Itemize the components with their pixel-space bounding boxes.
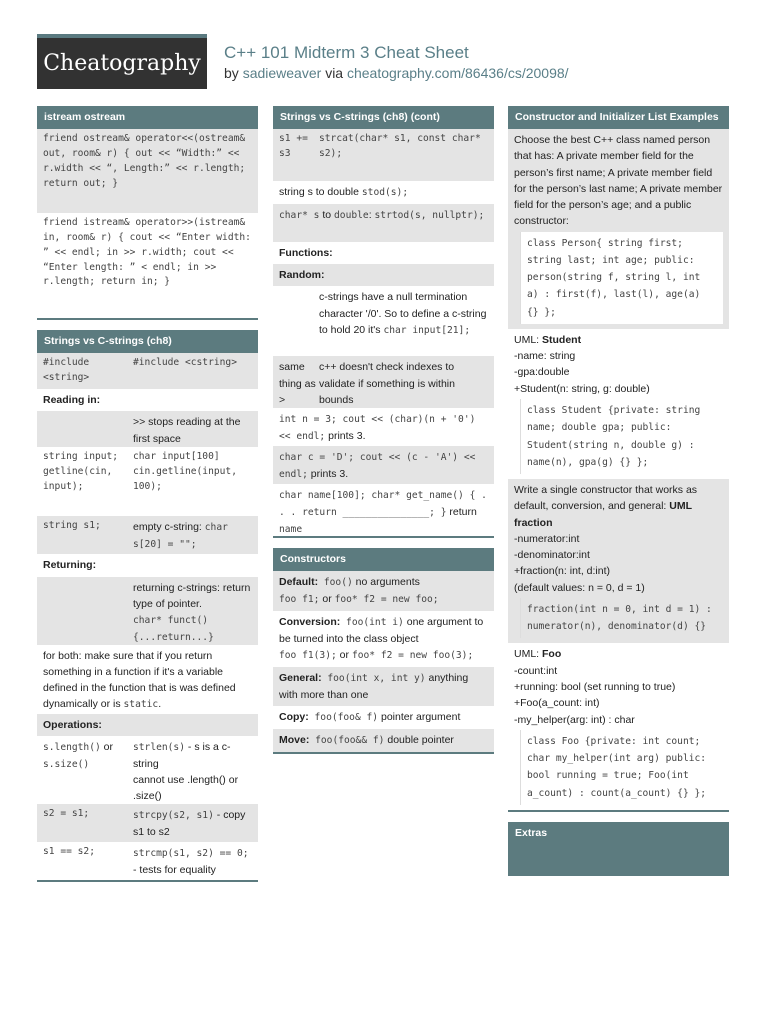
- both-code: static: [123, 699, 159, 711]
- move-label: Move:: [279, 734, 310, 747]
- fraction-block: [508, 479, 729, 643]
- strcmp-code: strcmp(s1, s2) == 0;: [133, 847, 249, 859]
- int-cast-text: prints 3.: [325, 430, 366, 443]
- strtod-code3: strtod(s, nullptr);: [374, 209, 485, 221]
- via-label: via: [325, 65, 344, 81]
- empty-row: [37, 516, 258, 554]
- both-text: for both: make sure that if you return something in a function if it's a variable defined in the function that is was defined dynamically or is: [43, 649, 236, 711]
- byline: [224, 65, 569, 81]
- uml-line: -count:int: [514, 664, 558, 677]
- person-intro: Choose the best C++ class named person that has: A private member field for the person’s first name; A private member field for the person’s last name; A private member field for the person’s age; and a public constructor:: [514, 134, 723, 228]
- strlen-code: strlen(s): [133, 741, 185, 753]
- null-text: c-strings have a null termination character '/0'. So to define a c-string to hold 20 it's: [319, 291, 487, 336]
- default-label: Default:: [279, 576, 319, 589]
- column-1: [37, 106, 258, 882]
- fraction-text: Write a single constructor that works as default, conversion, and general:: [514, 484, 698, 513]
- conversion-code3: foo* f2 = new foo(3);: [351, 650, 474, 662]
- uml-line: -my_helper(arg: int) : char: [514, 713, 635, 726]
- default-code2: foo f1;: [279, 594, 320, 606]
- cheatography-logo[interactable]: Cheatography: [37, 34, 207, 89]
- stod-text: string s to double: [279, 186, 362, 198]
- strcmp-text: - tests for equality: [133, 863, 216, 876]
- istream-row: friend istream& operator>>(istream& in, room& r) { cout << “Enter width: ” << endl; in >> r.width; cout << “Enter length: ” < endl; in >> r.length; return in; }: [37, 213, 258, 318]
- fraction-uml: UML: [669, 500, 693, 513]
- strtod-code2: double: [334, 209, 369, 221]
- both-end: .: [158, 698, 162, 711]
- length-row: [37, 736, 258, 804]
- uml-line: +Foo(a_count: int): [514, 697, 600, 710]
- uml-line: -denominator:int: [514, 549, 590, 562]
- conversion-or: or: [336, 649, 352, 662]
- uml-foo: Foo: [542, 648, 562, 661]
- conversion-row: [273, 611, 494, 667]
- getline-cstring: char input[100] cin.getline(input, 100);: [133, 451, 237, 492]
- getline-string: string input; getline(cin, input);: [43, 451, 119, 492]
- strlen-text2: cannot use .length() or .size(): [133, 773, 239, 803]
- copy-ctor-row: [273, 706, 494, 729]
- functions-heading: Functions:: [273, 242, 494, 264]
- strtod-row: [273, 204, 494, 242]
- default-code3: foo* f2 = new foo;: [334, 594, 439, 606]
- uml-line: -name: string: [514, 350, 576, 363]
- card-title: istream ostream: [37, 106, 258, 129]
- column-2: [273, 106, 494, 754]
- uml-line: +running: bool (set running to true): [514, 680, 676, 693]
- uml-student: Student: [542, 333, 582, 346]
- uml-line: +fraction(n: int, d:int): [514, 565, 611, 578]
- card-title: Constructor and Initializer List Examples: [508, 106, 729, 129]
- get-name-code: char name[100]; char* get_name() { . . . return _______________; }: [279, 490, 487, 519]
- random-heading: Random:: [273, 264, 494, 286]
- uml-line: (default values: n = 0, d = 1): [514, 581, 645, 594]
- card-title: Strings vs C-strings (ch8) (cont): [273, 106, 494, 129]
- null-code: char input[21];: [383, 324, 471, 336]
- student-block: [508, 329, 729, 479]
- extras-card: [508, 822, 729, 876]
- get-name-row: [273, 484, 494, 536]
- column-3: [508, 106, 729, 876]
- empty-string: string s1;: [43, 520, 101, 532]
- sheet-url-link[interactable]: cheatography.com/86436/cs/20098/: [346, 65, 569, 81]
- card-title: Extras: [508, 822, 729, 876]
- uml-label: UML:: [514, 648, 543, 661]
- strcpy-code: strcpy(s2, s1): [133, 809, 214, 821]
- conversion-code2: foo f1(3);: [279, 650, 337, 662]
- length-code: s.length(): [43, 741, 101, 753]
- assign-code: s2 = s1;: [43, 807, 90, 819]
- copy-label: Copy:: [279, 711, 309, 724]
- char-sub-text: prints 3.: [307, 468, 349, 481]
- general-code: foo(int x, int y): [321, 673, 426, 685]
- student-code: class Student {private: string name; double gpa; public: Student(string n, double g) : name(n), gpa(g) {} };: [520, 399, 723, 474]
- card-title: Strings vs C-strings (ch8): [37, 330, 258, 353]
- operations-heading: Operations:: [37, 714, 258, 736]
- strlen-text: - s is a c-string: [133, 740, 231, 770]
- get-name-code2: name: [279, 524, 303, 536]
- card-title: Constructors: [273, 548, 494, 571]
- same-thing-label: same thing as >: [279, 361, 316, 406]
- bounds-row: [273, 356, 494, 408]
- default-text: no arguments: [352, 576, 420, 589]
- general-text: anything with more than one: [279, 672, 469, 701]
- include-string: #include <string>: [43, 357, 90, 383]
- strcat-code: strcat(char* s1, const char* s2);: [319, 133, 481, 159]
- fraction-code: fraction(int n = 0, int d = 1) : numerator(n), denominator(d) {}: [520, 598, 723, 639]
- general-row: [273, 667, 494, 706]
- size-code: s.size(): [43, 758, 90, 770]
- uml-line: +Student(n: string, g: double): [514, 382, 650, 395]
- default-or: or: [319, 593, 335, 606]
- include-cstring: #include <cstring>: [133, 357, 237, 368]
- equal-code: s1 == s2;: [43, 845, 95, 857]
- returning-heading: Returning:: [37, 554, 258, 576]
- foo-code: class Foo {private: int count; char my_helper(int arg) public: bool running = true; Foo(int a_count) : count(a_count) {} };: [520, 730, 723, 805]
- char-sub-row: [273, 446, 494, 484]
- get-name-return: return: [446, 506, 477, 519]
- strtod-to: to: [319, 208, 335, 221]
- return-text: returning c-strings: return type of pointer.: [133, 581, 251, 610]
- stod-code: stod(s);: [361, 187, 409, 198]
- strtod-code1: char* s: [279, 209, 320, 221]
- conversion-text: one argument to be turned into the class object: [279, 616, 484, 645]
- strtod-colon: :: [368, 208, 375, 221]
- copy-code: foo(foo& f): [308, 712, 379, 724]
- bounds-text: c++ doesn't check indexes to validate if something is within bounds: [319, 361, 455, 406]
- empty-text: empty c-string:: [133, 521, 205, 534]
- copy-row: [37, 804, 258, 842]
- compare-row: [37, 842, 258, 880]
- move-code: foo(foo&& f): [309, 735, 385, 747]
- stod-row: [273, 181, 494, 204]
- ostream-row: friend ostream& operator<<(ostream& out, room& r) { out << “Width:” << r.width << “, Length:” << r.length; return out; }: [37, 129, 258, 213]
- strcpy-text: - copy s1 to s2: [133, 808, 246, 838]
- by-label: by: [224, 65, 239, 81]
- uml-line: -gpa:double: [514, 366, 570, 379]
- author-link[interactable]: sadieweaver: [242, 65, 322, 81]
- strcat-row: [273, 129, 494, 181]
- move-text: double pointer: [384, 734, 454, 747]
- person-code: class Person{ string first; string last; int age; public: person(string f, string l, int a) : first(f), last(l), age(a) {} };: [520, 232, 723, 324]
- stops-text: >> stops reading at the first space: [133, 416, 241, 445]
- constructor-initializer-card: [508, 106, 729, 812]
- both-row: [37, 645, 258, 714]
- return-row: [37, 577, 258, 645]
- reading-heading: Reading in:: [37, 389, 258, 411]
- person-block: [508, 129, 729, 329]
- int-cast-row: [273, 408, 494, 446]
- uml-line: -numerator:int: [514, 532, 580, 545]
- strings-vs-cstrings-card: [37, 330, 258, 882]
- include-row: [37, 353, 258, 389]
- foo-block: [508, 643, 729, 809]
- conversion-label: Conversion:: [279, 616, 341, 629]
- null-row: [273, 286, 494, 356]
- fraction-name: fraction: [514, 516, 553, 529]
- length-or: or: [100, 740, 114, 753]
- stops-row: [37, 411, 258, 447]
- getline-row: [37, 447, 258, 516]
- move-ctor-row: [273, 729, 494, 752]
- strings-cont-card: [273, 106, 494, 538]
- return-code: char* funct() {...return...}: [133, 615, 214, 643]
- conversion-code: foo(int i): [340, 617, 404, 629]
- uml-label: UML:: [514, 333, 543, 346]
- default-row: [273, 571, 494, 611]
- concat-code: s1 += s3: [279, 133, 308, 159]
- constructors-card: [273, 548, 494, 754]
- default-code: foo(): [318, 577, 353, 589]
- copy-text: pointer argument: [378, 711, 461, 724]
- int-cast-code: int n = 3; cout << (char)(n + '0') << endl;: [279, 414, 476, 443]
- char-sub-code: char c = 'D'; cout << (c - 'A') << endl;: [279, 452, 476, 481]
- istream-card: [37, 106, 258, 320]
- general-label: General:: [279, 672, 322, 685]
- page-title: C++ 101 Midterm 3 Cheat Sheet: [224, 43, 469, 62]
- empty-code: char s[20] = "";: [133, 522, 228, 551]
